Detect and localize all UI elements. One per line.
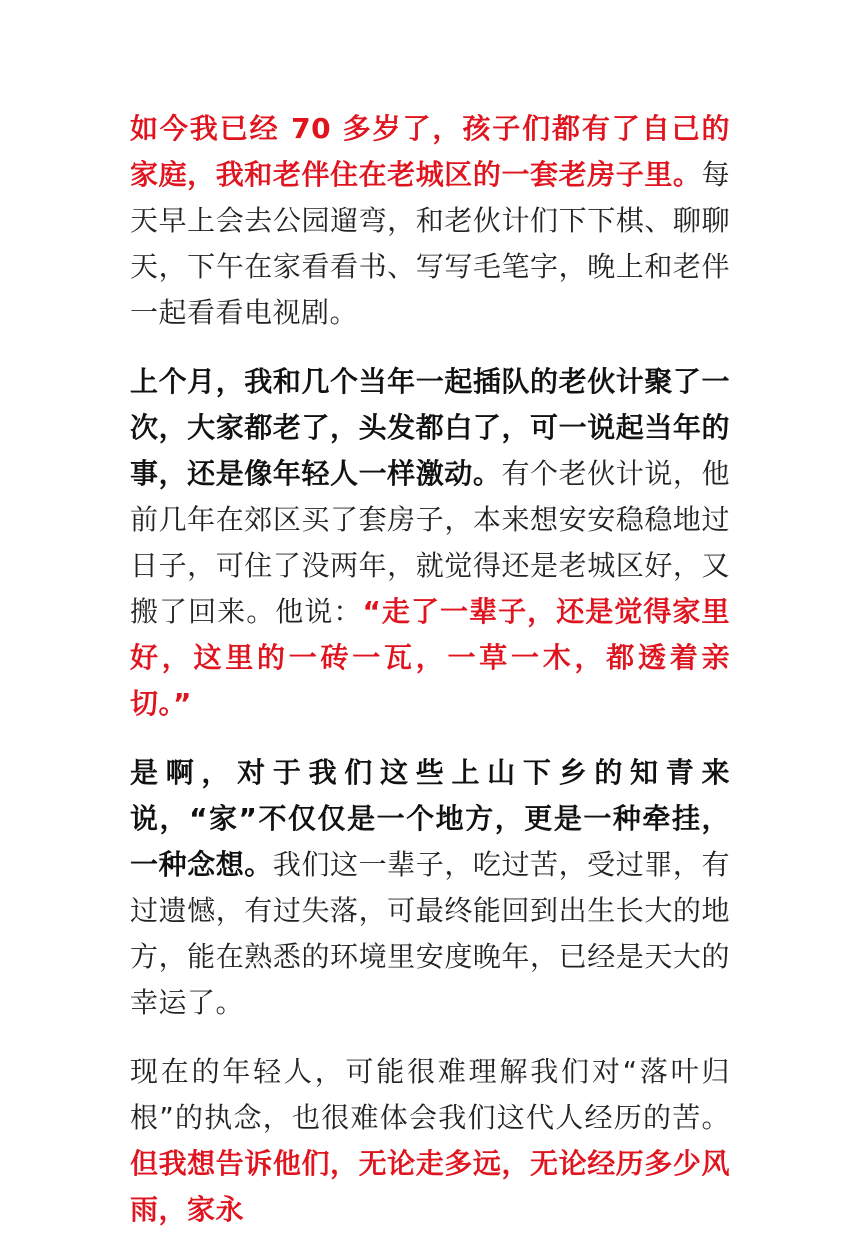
paragraph-2 (130, 359, 730, 727)
paragraph-1 (130, 106, 730, 336)
body-text: 有个老伙计说，他前几年在郊区买了套房子，本来想安安稳稳地过日子，可住了没两年，就觉得还是老城区好，又搬了回来。他说： (130, 457, 730, 628)
body-text: 现在的年轻人，可能很难理解我们对“落叶归根”的执念，也很难体会我们这代人经历的苦。 (130, 1055, 730, 1134)
highlight-bold-text: 上个月，我和几个当年一起插队的老伙计聚了一次，大家都老了，头发都白了，可一说起当年的事，还是像年轻人一样激动。 (130, 365, 730, 490)
highlight-red-text: 如今我已经 70 多岁了，孩子们都有了自己的家庭，我和老伴住在老城区的一套老房子里。 (130, 112, 730, 191)
body-text: 我们这一辈子，吃过苦，受过罪，有过遗憾，有过失落，可最终能回到出生长大的地方，能在熟悉的环境里安度晚年，已经是天大的幸运了。 (130, 848, 730, 1019)
highlight-red-text: 但我想告诉他们，无论走多远，无论经历多少风雨，家永 (130, 1147, 730, 1226)
article-body (130, 106, 730, 1256)
highlight-red-quote: “走了一辈子，还是觉得家里好，这里的一砖一瓦，一草一木，都透着亲切。” (130, 595, 730, 720)
paragraph-3 (130, 750, 730, 1026)
body-text: 每天早上会去公园遛弯，和老伙计们下下棋、聊聊天，下午在家看看书、写写毛笔字，晚上和老伴一起看看电视剧。 (130, 158, 730, 329)
paragraph-4 (130, 1049, 730, 1233)
highlight-bold-text: 是啊，对于我们这些上山下乡的知青来说，“家”不仅仅是一个地方，更是一种牵挂，一种念想。 (130, 756, 730, 881)
